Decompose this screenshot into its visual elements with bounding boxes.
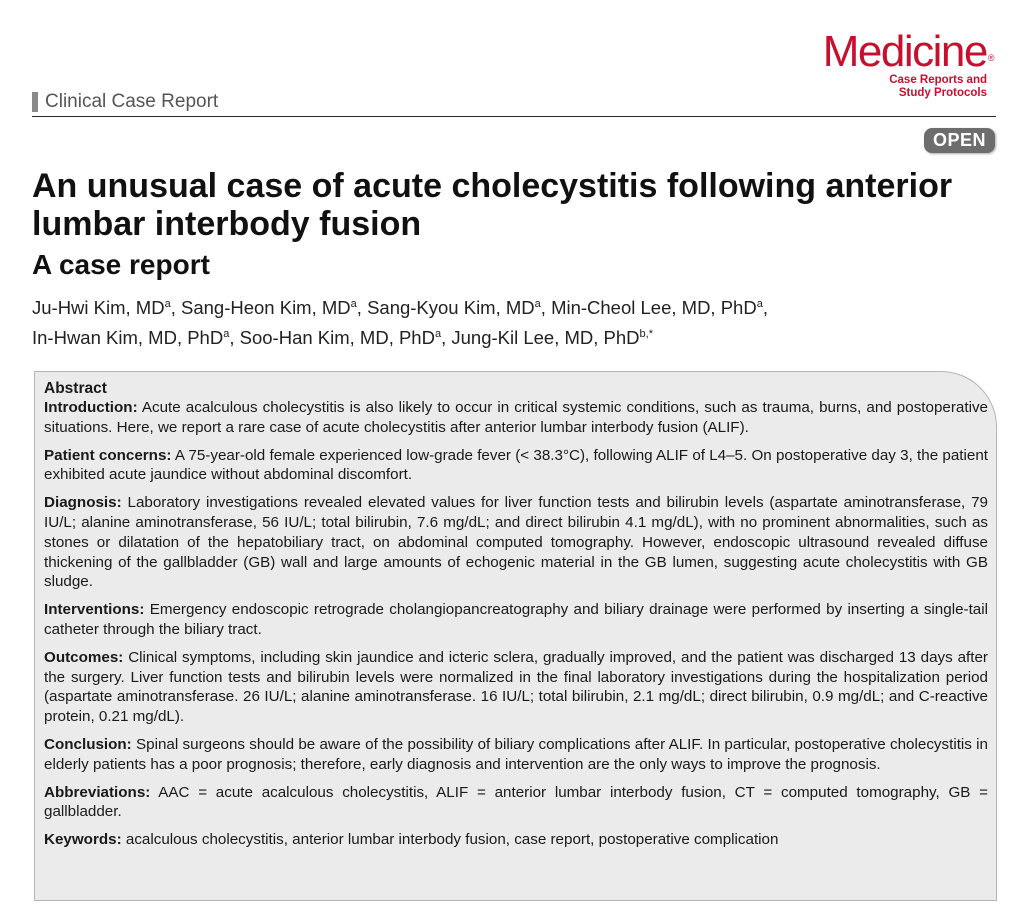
affiliation-mark: a: [534, 298, 541, 310]
author[interactable]: Jung-Kil Lee, MD, PhD$^{b,*}$: [451, 327, 654, 349]
abstract-interventions: Interventions: Emergency endoscopic retrograde cholangiopancreatography and biliary drainage were performed by inserting a single-tail catheter through the biliary tract.: [44, 601, 988, 638]
affiliation-mark: b,*: [639, 328, 654, 341]
affiliation-mark: a: [434, 328, 442, 341]
author[interactable]: Ju-Hwi Kim, $MD^a$,: [32, 297, 181, 319]
abstract-conclusion: Conclusion: Spinal surgeons should be aware of the possibility of biliary complications after ALIF. In particular, postoperative cholecystitis in elderly patients has a poor prognosis; therefore, early diagnosis and intervention are the only ways to improve the prognosis.: [44, 735, 988, 773]
author[interactable]: In-Hwan Kim, MD, PhD$^a$,: [32, 327, 240, 349]
author-list: [32, 291, 992, 351]
abstract-box: [34, 371, 997, 901]
abstract-patient-concerns: Patient concerns: A 75-year-old female experienced low-grade fever (< 38.3°C), following ALIF of L4–5. On postoperative day 3, the patient exhibited acute jaundice without abdominal discomfort.: [44, 446, 988, 484]
abstract-keywords: Keywords: acalculous cholecystitis, anterior lumbar interbody fusion, case report, postoperative complication: [44, 831, 779, 849]
logo-subtitle-line2: Study Protocols: [898, 87, 987, 99]
logo-wordmark: Medicine: [822, 27, 987, 76]
abstract-introduction: Introduction: Acute acalculous cholecystitis is also likely to occur in critical systemic conditions, such as trauma, burns, and postoperative situations. Here, we report a rare case of acute cholecystitis after anterior lumbar interbody fusion (ALIF).: [44, 399, 988, 436]
affiliation-mark: a: [164, 298, 171, 310]
author[interactable]: Soo-Han Kim, MD, PhD$^a$,: [239, 327, 452, 349]
abstract-outcomes: Outcomes: Clinical symptoms, including skin jaundice and icteric sclera, gradually improved, and the patient was discharged 13 days after the surgery. Liver function tests and bilirubin levels were normalized in the final laboratory investigations during the hospitalization period (aspartate aminotransferase. 26 IU/L; alanine aminotransferase. 16 IU/L; total bilirubin, 2.1 mg/dL; direct bilirubin, 0.9 mg/dL; and C-reactive protein, 0.21 mg/dL).: [44, 648, 988, 726]
abstract-abbreviations: Abbreviations: AAC = acute acalculous cholecystitis, ALIF = anterior lumbar interbody fusion, CT = computed tomography, GB = gallbladder.: [44, 783, 988, 821]
affiliation-mark: a: [756, 298, 763, 310]
article-title: An unusual case of acute cholecystitis following anterior lumbar interbody fusion: [32, 167, 953, 243]
abstract-heading: Abstract: [44, 380, 107, 397]
author[interactable]: Sang-Heon Kim, $MD^a$,: [181, 297, 368, 319]
affiliation-mark: a: [350, 298, 357, 310]
section-label: Clinical Case Report: [32, 92, 218, 112]
author[interactable]: Min-Cheol Lee, MD, PhD$^a$,: [551, 297, 768, 319]
registered-mark: ®: [987, 53, 993, 63]
logo-subtitle-line1: Case Reports and: [889, 74, 987, 86]
article-subtitle: A case report: [32, 249, 210, 280]
open-access-badge: OPEN: [924, 128, 995, 153]
author[interactable]: Sang-Kyou Kim, $MD^a$,: [367, 297, 552, 319]
section-header: [32, 88, 996, 117]
abstract-diagnosis: Diagnosis: Laboratory investigations revealed elevated values for liver function tests and bilirubin levels (aspartate aminotransferase, 79 IU/L; alanine aminotransferase, 56 IU/L; total bilirubin, 7.6 mg/dL; and direct bilirubin 4.1 mg/dL), with no prominent abnormalities, such as stones or dilatation of the hepatobiliary tract, on abdominal computed tomography. However, endoscopic ultrasound revealed diffuse thickening of the gallbladder (GB) wall and large amounts of echogenic material in the GB lumen, suggesting acute cholecystitis with GB sludge.: [44, 494, 988, 591]
affiliation-mark: a: [223, 328, 230, 341]
